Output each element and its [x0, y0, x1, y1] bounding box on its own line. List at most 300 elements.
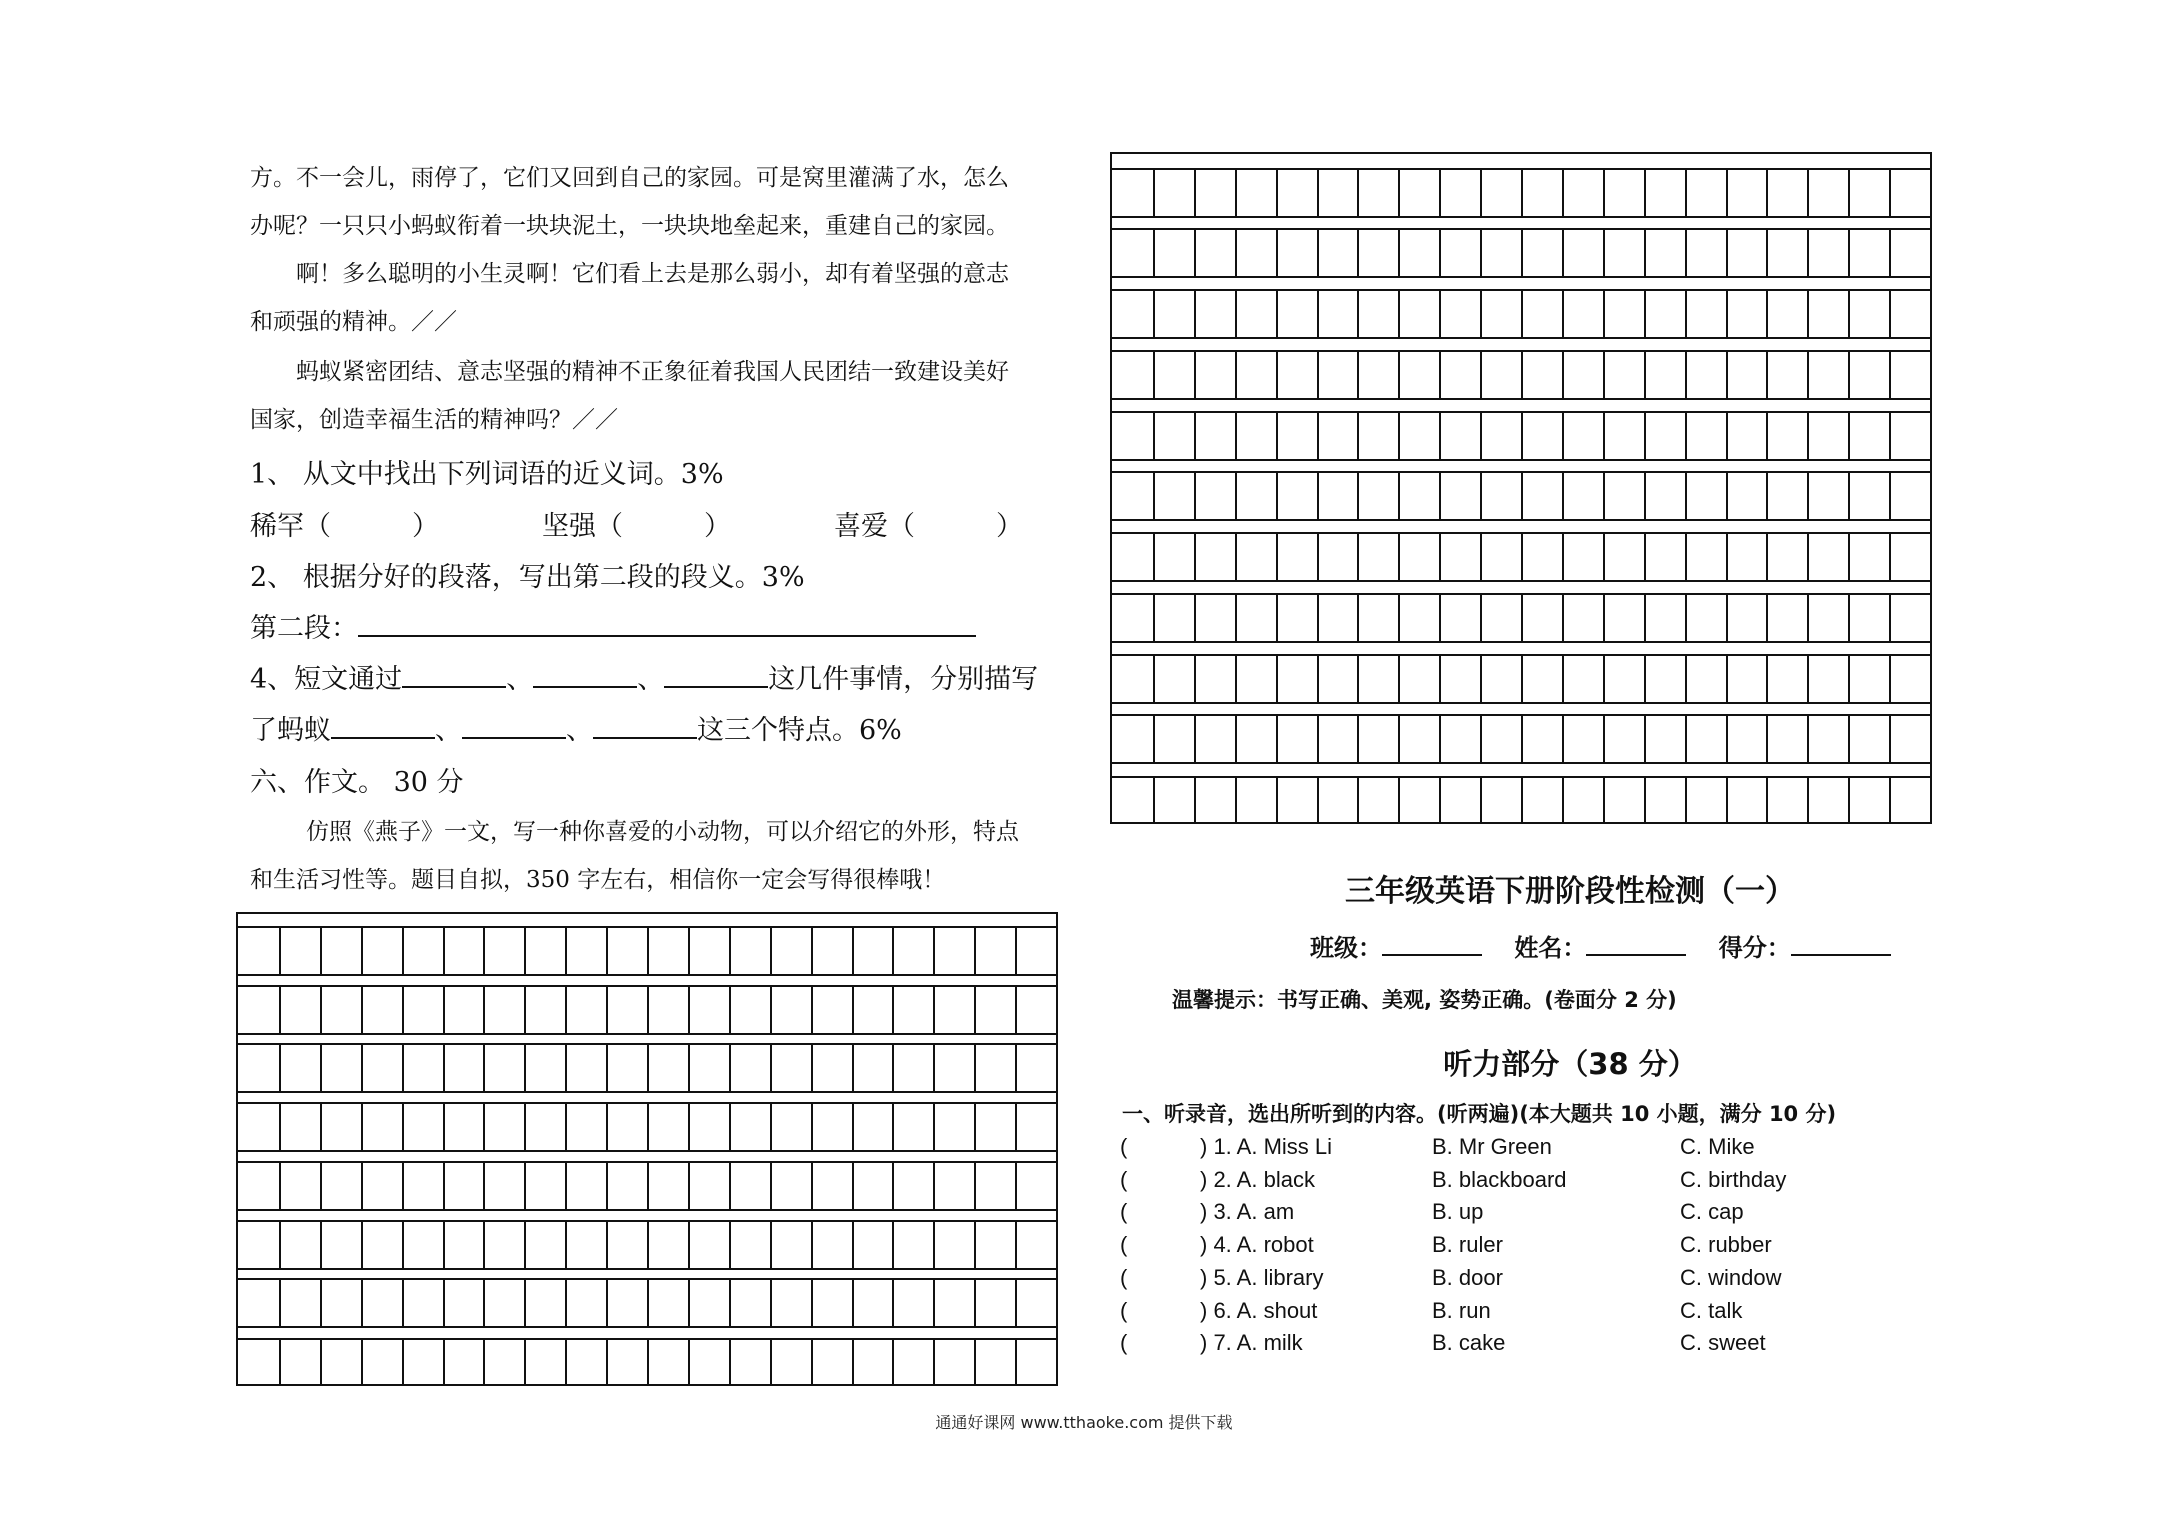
grid-cell-divider — [606, 987, 608, 1033]
grid-cell-divider — [524, 1280, 526, 1326]
grid-cell-divider — [852, 1045, 854, 1091]
grid-cell-divider — [892, 1104, 894, 1150]
grid-cell-divider — [1889, 413, 1891, 459]
grid-cell-divider — [1276, 352, 1278, 398]
grid-cell-divider — [1726, 656, 1728, 702]
grid-cell-divider — [1398, 352, 1400, 398]
answer-line[interactable] — [462, 711, 566, 739]
grid-cell-divider — [1603, 534, 1605, 580]
grid-cell-divider — [729, 1163, 731, 1209]
grid-cell-divider — [1480, 595, 1482, 641]
grid-cell-divider — [402, 987, 404, 1033]
grid-cell-divider — [1439, 778, 1441, 824]
name-field[interactable] — [1586, 932, 1686, 956]
grid-cell-divider — [892, 1340, 894, 1386]
grid-cell-divider — [565, 1163, 567, 1209]
grid-cell-divider — [1685, 291, 1687, 337]
grid-cell-divider — [974, 928, 976, 974]
grid-cell-divider — [1848, 170, 1850, 216]
question-text: 这三个特点。6% — [697, 715, 902, 746]
grid-cell-divider — [1317, 230, 1319, 276]
grid-cell-divider — [565, 1340, 567, 1386]
grid-cell-divider — [1317, 716, 1319, 762]
grid-cell-divider — [1521, 656, 1523, 702]
grid-cell-divider — [1521, 170, 1523, 216]
essay-writing-grid-left[interactable] — [236, 912, 1058, 1386]
paragraph-3 — [250, 348, 1080, 444]
grid-cell-divider — [320, 928, 322, 974]
answer-line[interactable] — [533, 660, 637, 688]
grid-cell-divider — [1889, 595, 1891, 641]
grid-cell-divider — [933, 1280, 935, 1326]
option-a: ) 6. A. shout — [1200, 1297, 1318, 1323]
grid-cell-divider — [729, 987, 731, 1033]
grid-cell-divider — [1685, 413, 1687, 459]
grid-cell-divider — [1603, 473, 1605, 519]
grid-cell-divider — [1889, 230, 1891, 276]
grid-cell-divider — [1153, 595, 1155, 641]
separator: 、 — [506, 664, 534, 695]
answer-line[interactable] — [402, 660, 506, 688]
grid-row[interactable] — [1112, 228, 1930, 278]
grid-cell-divider — [565, 1045, 567, 1091]
grid-row[interactable] — [1112, 532, 1930, 582]
grid-cell-divider — [279, 1045, 281, 1091]
grid-row[interactable] — [238, 1278, 1056, 1328]
grid-cell-divider — [1562, 595, 1564, 641]
grid-row[interactable] — [238, 1043, 1056, 1093]
grid-cell-divider — [1562, 352, 1564, 398]
grid-cell-divider — [1848, 716, 1850, 762]
grid-cell-divider — [1194, 534, 1196, 580]
grid-cell-divider — [320, 1222, 322, 1268]
grid-row[interactable] — [1112, 776, 1930, 824]
grid-cell-divider — [1357, 413, 1359, 459]
grid-cell-divider — [1889, 656, 1891, 702]
grid-cell-divider — [1398, 716, 1400, 762]
grid-row[interactable] — [1112, 289, 1930, 339]
grid-cell-divider — [1153, 413, 1155, 459]
grid-cell-divider — [1276, 595, 1278, 641]
grid-cell-divider — [1562, 230, 1564, 276]
grid-cell-divider — [1766, 778, 1768, 824]
grid-cell-divider — [1685, 473, 1687, 519]
grid-cell-divider — [1807, 716, 1809, 762]
grid-cell-divider — [811, 928, 813, 974]
grid-cell-divider — [1766, 656, 1768, 702]
grid-cell-divider — [1194, 291, 1196, 337]
grid-cell-divider — [1276, 473, 1278, 519]
grid-cell-divider — [1521, 291, 1523, 337]
grid-row[interactable] — [1112, 471, 1930, 521]
grid-cell-divider — [1194, 716, 1196, 762]
grid-cell-divider — [1357, 778, 1359, 824]
grid-cell-divider — [1235, 473, 1237, 519]
grid-cell-divider — [1194, 656, 1196, 702]
answer-line[interactable] — [331, 711, 435, 739]
grid-cell-divider — [1317, 656, 1319, 702]
question-2: 2、 根据分好的段落，写出第二段的段义。3% — [250, 562, 805, 593]
grid-cell-divider — [1807, 534, 1809, 580]
option-c: C. rubber — [1680, 1232, 1772, 1258]
grid-cell-divider — [1726, 170, 1728, 216]
text-line: 和生活习性等。题目自拟，350 字左右，相信你一定会写得很棒哦！ — [250, 867, 946, 893]
grid-cell-divider — [1015, 987, 1017, 1033]
grid-cell-divider — [1603, 352, 1605, 398]
grid-cell-divider — [1726, 413, 1728, 459]
grid-cell-divider — [279, 1163, 281, 1209]
grid-cell-divider — [1726, 595, 1728, 641]
grid-cell-divider — [483, 1222, 485, 1268]
grid-cell-divider — [524, 1104, 526, 1150]
grid-cell-divider — [892, 1280, 894, 1326]
grid-cell-divider — [974, 1045, 976, 1091]
grid-cell-divider — [524, 1163, 526, 1209]
grid-cell-divider — [1357, 595, 1359, 641]
grid-cell-divider — [1644, 230, 1646, 276]
grid-cell-divider — [1807, 413, 1809, 459]
grid-cell-divider — [770, 928, 772, 974]
grid-cell-divider — [1726, 473, 1728, 519]
grid-cell-divider — [1153, 656, 1155, 702]
grid-cell-divider — [1848, 595, 1850, 641]
grid-cell-divider — [524, 928, 526, 974]
grid-cell-divider — [852, 1222, 854, 1268]
grid-cell-divider — [729, 1045, 731, 1091]
grid-cell-divider — [1889, 778, 1891, 824]
grid-cell-divider — [1603, 778, 1605, 824]
grid-cell-divider — [974, 1340, 976, 1386]
grid-row[interactable] — [238, 1338, 1056, 1386]
grid-row[interactable] — [1112, 350, 1930, 400]
grid-cell-divider — [688, 1104, 690, 1150]
grid-cell-divider — [402, 1222, 404, 1268]
grid-cell-divider — [647, 1280, 649, 1326]
grid-cell-divider — [279, 1104, 281, 1150]
grid-cell-divider — [1480, 656, 1482, 702]
grid-cell-divider — [1398, 473, 1400, 519]
grid-cell-divider — [361, 1222, 363, 1268]
grid-cell-divider — [1153, 778, 1155, 824]
text-line: 仿照《燕子》一文，写一种你喜爱的小动物，可以介绍它的外形，特点 — [306, 819, 1019, 845]
grid-cell-divider — [892, 928, 894, 974]
class-field[interactable] — [1382, 932, 1482, 956]
grid-cell-divider — [688, 1045, 690, 1091]
grid-cell-divider — [1644, 716, 1646, 762]
grid-cell-divider — [1521, 534, 1523, 580]
answer-paren[interactable]: ( — [1120, 1264, 1128, 1290]
grid-cell-divider — [1235, 413, 1237, 459]
question-text: 这几件事情，分别描写 — [768, 664, 1039, 695]
question-4-line-1 — [250, 655, 1038, 705]
essay-writing-grid-right[interactable] — [1110, 152, 1932, 824]
grid-cell-divider — [606, 1163, 608, 1209]
grid-cell-divider — [483, 928, 485, 974]
grid-cell-divider — [1015, 1045, 1017, 1091]
grid-cell-divider — [770, 1222, 772, 1268]
grid-cell-divider — [443, 1280, 445, 1326]
answer-paren[interactable]: ( — [1120, 1134, 1128, 1159]
grid-row[interactable] — [1112, 593, 1930, 643]
grid-cell-divider — [1439, 534, 1441, 580]
grid-cell-divider — [1685, 352, 1687, 398]
grid-cell-divider — [1398, 778, 1400, 824]
grid-cell-divider — [1562, 534, 1564, 580]
grid-cell-divider — [320, 1045, 322, 1091]
grid-cell-divider — [688, 1163, 690, 1209]
grid-cell-divider — [443, 987, 445, 1033]
grid-cell-divider — [1015, 1222, 1017, 1268]
footer: 通通好课网 www.tthaoke.com 提供下载 — [935, 1413, 1233, 1432]
grid-cell-divider — [1889, 716, 1891, 762]
grid-cell-divider — [1848, 656, 1850, 702]
grid-cell-divider — [1357, 291, 1359, 337]
grid-cell-divider — [1766, 170, 1768, 216]
grid-cell-divider — [729, 1340, 731, 1386]
grid-row[interactable] — [238, 1220, 1056, 1270]
grid-cell-divider — [443, 1340, 445, 1386]
grid-cell-divider — [1807, 291, 1809, 337]
grid-cell-divider — [1685, 170, 1687, 216]
grid-cell-divider — [1439, 230, 1441, 276]
paragraph-label: 第二段： — [250, 613, 358, 644]
grid-cell-divider — [729, 1280, 731, 1326]
grid-cell-divider — [483, 1104, 485, 1150]
grid-cell-divider — [1562, 413, 1564, 459]
grid-cell-divider — [1521, 413, 1523, 459]
grid-row[interactable] — [238, 985, 1056, 1035]
grid-cell-divider — [1889, 291, 1891, 337]
grid-cell-divider — [1480, 352, 1482, 398]
name-label: 姓名： — [1514, 934, 1587, 962]
score-field[interactable] — [1791, 932, 1891, 956]
grid-cell-divider — [361, 987, 363, 1033]
answer-line[interactable] — [593, 711, 697, 739]
grid-cell-divider — [1357, 656, 1359, 702]
answer-line[interactable] — [664, 660, 768, 688]
grid-cell-divider — [1015, 1104, 1017, 1150]
grid-cell-divider — [1153, 352, 1155, 398]
grid-row[interactable] — [1112, 654, 1930, 704]
grid-cell-divider — [524, 1340, 526, 1386]
answer-paren[interactable]: ( — [1120, 1232, 1128, 1258]
exam-title: 三年级英语下册阶段性检测（一） — [1345, 874, 1795, 909]
grid-cell-divider — [1398, 595, 1400, 641]
grid-cell-divider — [1807, 656, 1809, 702]
grid-cell-divider — [852, 987, 854, 1033]
grid-cell-divider — [483, 1045, 485, 1091]
grid-cell-divider — [320, 1340, 322, 1386]
grid-cell-divider — [1317, 352, 1319, 398]
option-b: B. blackboard — [1432, 1166, 1567, 1192]
grid-row[interactable] — [1112, 411, 1930, 461]
grid-cell-divider — [1276, 291, 1278, 337]
grid-cell-divider — [1603, 230, 1605, 276]
grid-cell-divider — [1644, 291, 1646, 337]
grid-cell-divider — [1194, 413, 1196, 459]
grid-row[interactable] — [1112, 714, 1930, 764]
grid-cell-divider — [1235, 534, 1237, 580]
grid-cell-divider — [1562, 716, 1564, 762]
grid-cell-divider — [688, 1222, 690, 1268]
question-text: 4、短文通过 — [250, 664, 403, 695]
grid-cell-divider — [1439, 291, 1441, 337]
grid-cell-divider — [729, 1222, 731, 1268]
grid-cell-divider — [852, 1280, 854, 1326]
grid-cell-divider — [1357, 716, 1359, 762]
separator: 、 — [637, 664, 665, 695]
answer-line[interactable] — [358, 609, 976, 637]
grid-cell-divider — [361, 1340, 363, 1386]
grid-cell-divider — [1317, 778, 1319, 824]
grid-cell-divider — [1153, 534, 1155, 580]
grid-cell-divider — [974, 987, 976, 1033]
word-blank[interactable]: 稀罕（ ） — [250, 511, 439, 542]
grid-cell-divider — [1276, 413, 1278, 459]
grid-cell-divider — [852, 1104, 854, 1150]
grid-cell-divider — [1726, 291, 1728, 337]
grid-cell-divider — [1521, 595, 1523, 641]
grid-cell-divider — [1644, 473, 1646, 519]
grid-cell-divider — [647, 1163, 649, 1209]
grid-cell-divider — [320, 1280, 322, 1326]
grid-cell-divider — [565, 1222, 567, 1268]
grid-cell-divider — [1644, 778, 1646, 824]
grid-cell-divider — [647, 1340, 649, 1386]
grid-cell-divider — [1480, 170, 1482, 216]
answer-paren[interactable]: ( — [1120, 1297, 1128, 1323]
option-b: B. Mr Green — [1432, 1134, 1552, 1159]
grid-cell-divider — [565, 928, 567, 974]
question-4-line-2 — [250, 706, 902, 756]
grid-cell-divider — [1603, 595, 1605, 641]
grid-cell-divider — [1317, 413, 1319, 459]
option-c: C. cap — [1680, 1199, 1744, 1225]
grid-cell-divider — [1357, 534, 1359, 580]
grid-cell-divider — [1398, 534, 1400, 580]
grid-cell-divider — [1562, 291, 1564, 337]
grid-cell-divider — [852, 1163, 854, 1209]
grid-cell-divider — [688, 1340, 690, 1386]
grid-cell-divider — [1848, 778, 1850, 824]
answer-paren[interactable]: ( — [1120, 1199, 1128, 1225]
grid-cell-divider — [1235, 778, 1237, 824]
grid-cell-divider — [1357, 230, 1359, 276]
grid-cell-divider — [1644, 413, 1646, 459]
grid-cell-divider — [606, 1280, 608, 1326]
grid-cell-divider — [1685, 778, 1687, 824]
grid-cell-divider — [1685, 656, 1687, 702]
option-c: C. birthday — [1680, 1166, 1787, 1192]
grid-cell-divider — [770, 1280, 772, 1326]
grid-cell-divider — [1562, 778, 1564, 824]
grid-cell-divider — [361, 1163, 363, 1209]
grid-cell-divider — [1439, 595, 1441, 641]
grid-cell-divider — [443, 1104, 445, 1150]
question-2-answer — [250, 604, 976, 654]
part-1-heading: 一、听录音，选出所听到的内容。(听两遍)(本大题共 10 小题，满分 10 分) — [1122, 1102, 1837, 1126]
grid-cell-divider — [606, 1045, 608, 1091]
grid-cell-divider — [1153, 291, 1155, 337]
grid-cell-divider — [279, 1340, 281, 1386]
grid-cell-divider — [770, 1163, 772, 1209]
grid-cell-divider — [1603, 656, 1605, 702]
grid-cell-divider — [402, 1163, 404, 1209]
grid-cell-divider — [1807, 473, 1809, 519]
grid-cell-divider — [892, 987, 894, 1033]
grid-cell-divider — [1521, 352, 1523, 398]
grid-cell-divider — [647, 928, 649, 974]
text-line: 方。不一会儿，雨停了，它们又回到自己的家园。可是窝里灌满了水，怎么 — [250, 165, 1009, 191]
grid-cell-divider — [443, 1045, 445, 1091]
grid-cell-divider — [933, 1340, 935, 1386]
grid-cell-divider — [483, 1280, 485, 1326]
grid-cell-divider — [1398, 230, 1400, 276]
grid-cell-divider — [443, 1163, 445, 1209]
grid-cell-divider — [811, 1104, 813, 1150]
grid-cell-divider — [1439, 413, 1441, 459]
grid-cell-divider — [1807, 352, 1809, 398]
answer-paren[interactable]: ( — [1120, 1166, 1128, 1192]
grid-cell-divider — [1153, 170, 1155, 216]
grid-cell-divider — [1153, 230, 1155, 276]
score-label: 得分： — [1718, 934, 1791, 962]
option-a: ) 5. A. library — [1200, 1264, 1324, 1290]
grid-cell-divider — [483, 1340, 485, 1386]
grid-cell-divider — [1015, 928, 1017, 974]
grid-cell-divider — [647, 1222, 649, 1268]
separator: 、 — [566, 715, 593, 746]
grid-cell-divider — [1521, 230, 1523, 276]
tip: 温馨提示：书写正确、美观, 姿势正确。(卷面分 2 分) — [1172, 988, 1677, 1012]
grid-cell-divider — [933, 1104, 935, 1150]
grid-cell-divider — [933, 1222, 935, 1268]
option-c: C. talk — [1680, 1297, 1743, 1323]
grid-cell-divider — [320, 1163, 322, 1209]
grid-cell-divider — [1480, 778, 1482, 824]
grid-cell-divider — [1235, 595, 1237, 641]
grid-cell-divider — [606, 1222, 608, 1268]
grid-cell-divider — [1889, 170, 1891, 216]
option-c: C. window — [1680, 1264, 1782, 1290]
word-blank[interactable]: 坚强（ ） — [542, 511, 731, 542]
grid-cell-divider — [320, 987, 322, 1033]
grid-cell-divider — [811, 1280, 813, 1326]
answer-paren[interactable]: ( — [1120, 1330, 1128, 1356]
grid-cell-divider — [892, 1222, 894, 1268]
grid-cell-divider — [1276, 716, 1278, 762]
grid-cell-divider — [443, 1222, 445, 1268]
grid-cell-divider — [770, 1045, 772, 1091]
paragraph-1 — [250, 154, 1080, 250]
grid-cell-divider — [770, 987, 772, 1033]
grid-row[interactable] — [238, 1161, 1056, 1211]
grid-cell-divider — [606, 1104, 608, 1150]
grid-row[interactable] — [1112, 168, 1930, 218]
grid-row[interactable] — [238, 1102, 1056, 1152]
grid-cell-divider — [1766, 291, 1768, 337]
grid-cell-divider — [811, 1045, 813, 1091]
grid-cell-divider — [1398, 413, 1400, 459]
grid-cell-divider — [1480, 534, 1482, 580]
grid-cell-divider — [361, 1045, 363, 1091]
word-blank[interactable]: 喜爱（ ） — [834, 511, 1023, 542]
grid-cell-divider — [1194, 352, 1196, 398]
grid-cell-divider — [1766, 352, 1768, 398]
grid-cell-divider — [361, 1104, 363, 1150]
grid-row[interactable] — [238, 926, 1056, 976]
grid-cell-divider — [770, 1340, 772, 1386]
